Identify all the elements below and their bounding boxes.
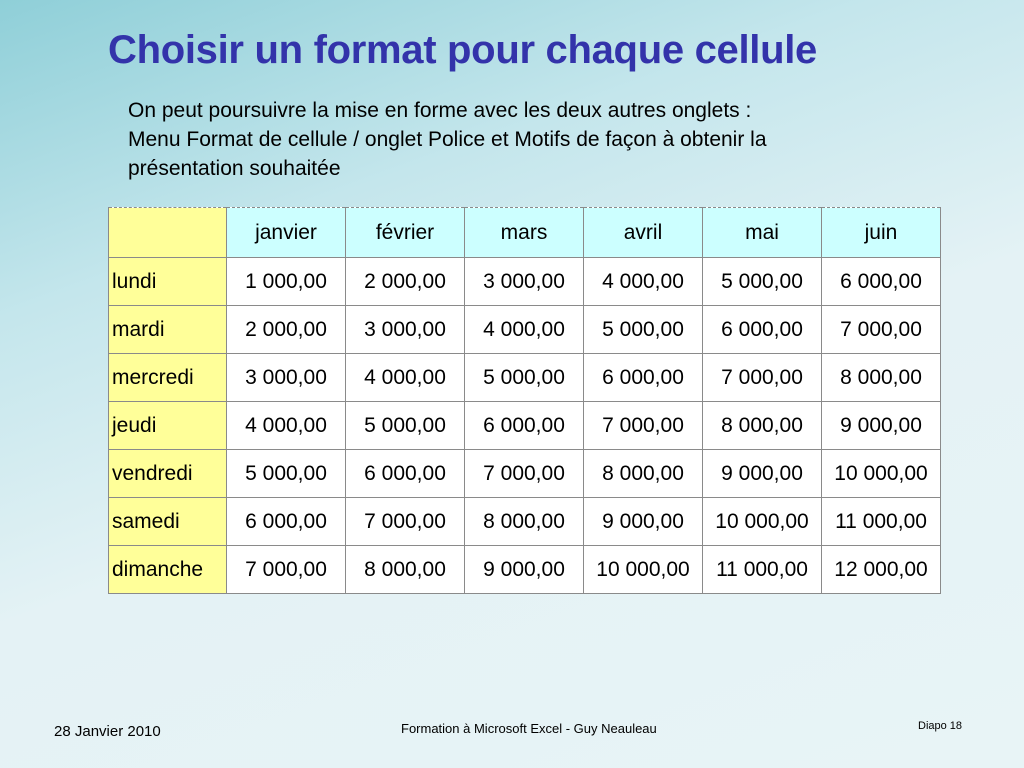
- table-cell[interactable]: 6 000,00: [822, 258, 941, 306]
- row-header-jeudi[interactable]: jeudi: [109, 402, 227, 450]
- spreadsheet-table: [108, 207, 941, 594]
- table-cell[interactable]: 6 000,00: [465, 402, 584, 450]
- table-cell[interactable]: 10 000,00: [703, 498, 822, 546]
- table-cell[interactable]: 2 000,00: [227, 306, 346, 354]
- table-cell[interactable]: 5 000,00: [465, 354, 584, 402]
- table-cell[interactable]: 2 000,00: [346, 258, 465, 306]
- corner-cell[interactable]: [109, 208, 227, 258]
- table-cell[interactable]: 11 000,00: [822, 498, 941, 546]
- table-cell[interactable]: 6 000,00: [584, 354, 703, 402]
- table-cell[interactable]: 10 000,00: [822, 450, 941, 498]
- table-cell[interactable]: 7 000,00: [465, 450, 584, 498]
- table-cell[interactable]: 10 000,00: [584, 546, 703, 594]
- intro-line: présentation souhaitée: [128, 157, 341, 180]
- table-cell[interactable]: 5 000,00: [703, 258, 822, 306]
- table-cell[interactable]: 4 000,00: [227, 402, 346, 450]
- table-cell[interactable]: 7 000,00: [346, 498, 465, 546]
- table-cell[interactable]: 6 000,00: [346, 450, 465, 498]
- table-cell[interactable]: 7 000,00: [703, 354, 822, 402]
- table-cell[interactable]: 11 000,00: [703, 546, 822, 594]
- row-header-mardi[interactable]: mardi: [109, 306, 227, 354]
- slide-number: Diapo 18: [918, 720, 963, 732]
- row-header-mercredi[interactable]: mercredi: [109, 354, 227, 402]
- column-header-avril[interactable]: avril: [584, 208, 703, 258]
- table-cell[interactable]: 5 000,00: [584, 306, 703, 354]
- table-cell[interactable]: 8 000,00: [703, 402, 822, 450]
- table-cell[interactable]: 12 000,00: [822, 546, 941, 594]
- table-cell[interactable]: 3 000,00: [227, 354, 346, 402]
- intro-line: Menu Format de cellule / onglet Police et Motifs de façon à obtenir la: [128, 128, 767, 151]
- table-row: [109, 450, 941, 498]
- table-cell[interactable]: 1 000,00: [227, 258, 346, 306]
- column-header-mai[interactable]: mai: [703, 208, 822, 258]
- table-cell[interactable]: 9 000,00: [703, 450, 822, 498]
- intro-text: [128, 96, 958, 183]
- table-row: [109, 498, 941, 546]
- row-header-lundi[interactable]: lundi: [109, 258, 227, 306]
- table-cell[interactable]: 8 000,00: [584, 450, 703, 498]
- table-row: [109, 546, 941, 594]
- table-cell[interactable]: 9 000,00: [822, 402, 941, 450]
- column-header-juin[interactable]: juin: [822, 208, 941, 258]
- intro-line: On peut poursuivre la mise en forme avec les deux autres onglets :: [128, 99, 752, 122]
- table-cell[interactable]: 4 000,00: [584, 258, 703, 306]
- row-header-dimanche[interactable]: dimanche: [109, 546, 227, 594]
- row-header-samedi[interactable]: samedi: [109, 498, 227, 546]
- table-row: [109, 258, 941, 306]
- table-cell[interactable]: 7 000,00: [584, 402, 703, 450]
- footer-title: Formation à Microsoft Excel - Guy Neauleau: [401, 721, 657, 736]
- slide-title: Choisir un format pour chaque cellule: [108, 28, 817, 72]
- table-cell[interactable]: 7 000,00: [227, 546, 346, 594]
- column-header-mars[interactable]: mars: [465, 208, 584, 258]
- header-row: [109, 208, 941, 258]
- table-row: [109, 354, 941, 402]
- table-cell[interactable]: 3 000,00: [465, 258, 584, 306]
- table-cell[interactable]: 4 000,00: [346, 354, 465, 402]
- table-row: [109, 306, 941, 354]
- table-cell[interactable]: 9 000,00: [584, 498, 703, 546]
- table-cell[interactable]: 8 000,00: [822, 354, 941, 402]
- footer-date: 28 Janvier 2010: [54, 723, 161, 740]
- table-cell[interactable]: 8 000,00: [346, 546, 465, 594]
- column-header-fevrier[interactable]: février: [346, 208, 465, 258]
- table-row: [109, 402, 941, 450]
- column-header-janvier[interactable]: janvier: [227, 208, 346, 258]
- table-cell[interactable]: 6 000,00: [227, 498, 346, 546]
- row-header-vendredi[interactable]: vendredi: [109, 450, 227, 498]
- table-cell[interactable]: 4 000,00: [465, 306, 584, 354]
- table-cell[interactable]: 8 000,00: [465, 498, 584, 546]
- table-cell[interactable]: 5 000,00: [346, 402, 465, 450]
- table-cell[interactable]: 3 000,00: [346, 306, 465, 354]
- table-cell[interactable]: 7 000,00: [822, 306, 941, 354]
- table-cell[interactable]: 6 000,00: [703, 306, 822, 354]
- table-cell[interactable]: 5 000,00: [227, 450, 346, 498]
- table-cell[interactable]: 9 000,00: [465, 546, 584, 594]
